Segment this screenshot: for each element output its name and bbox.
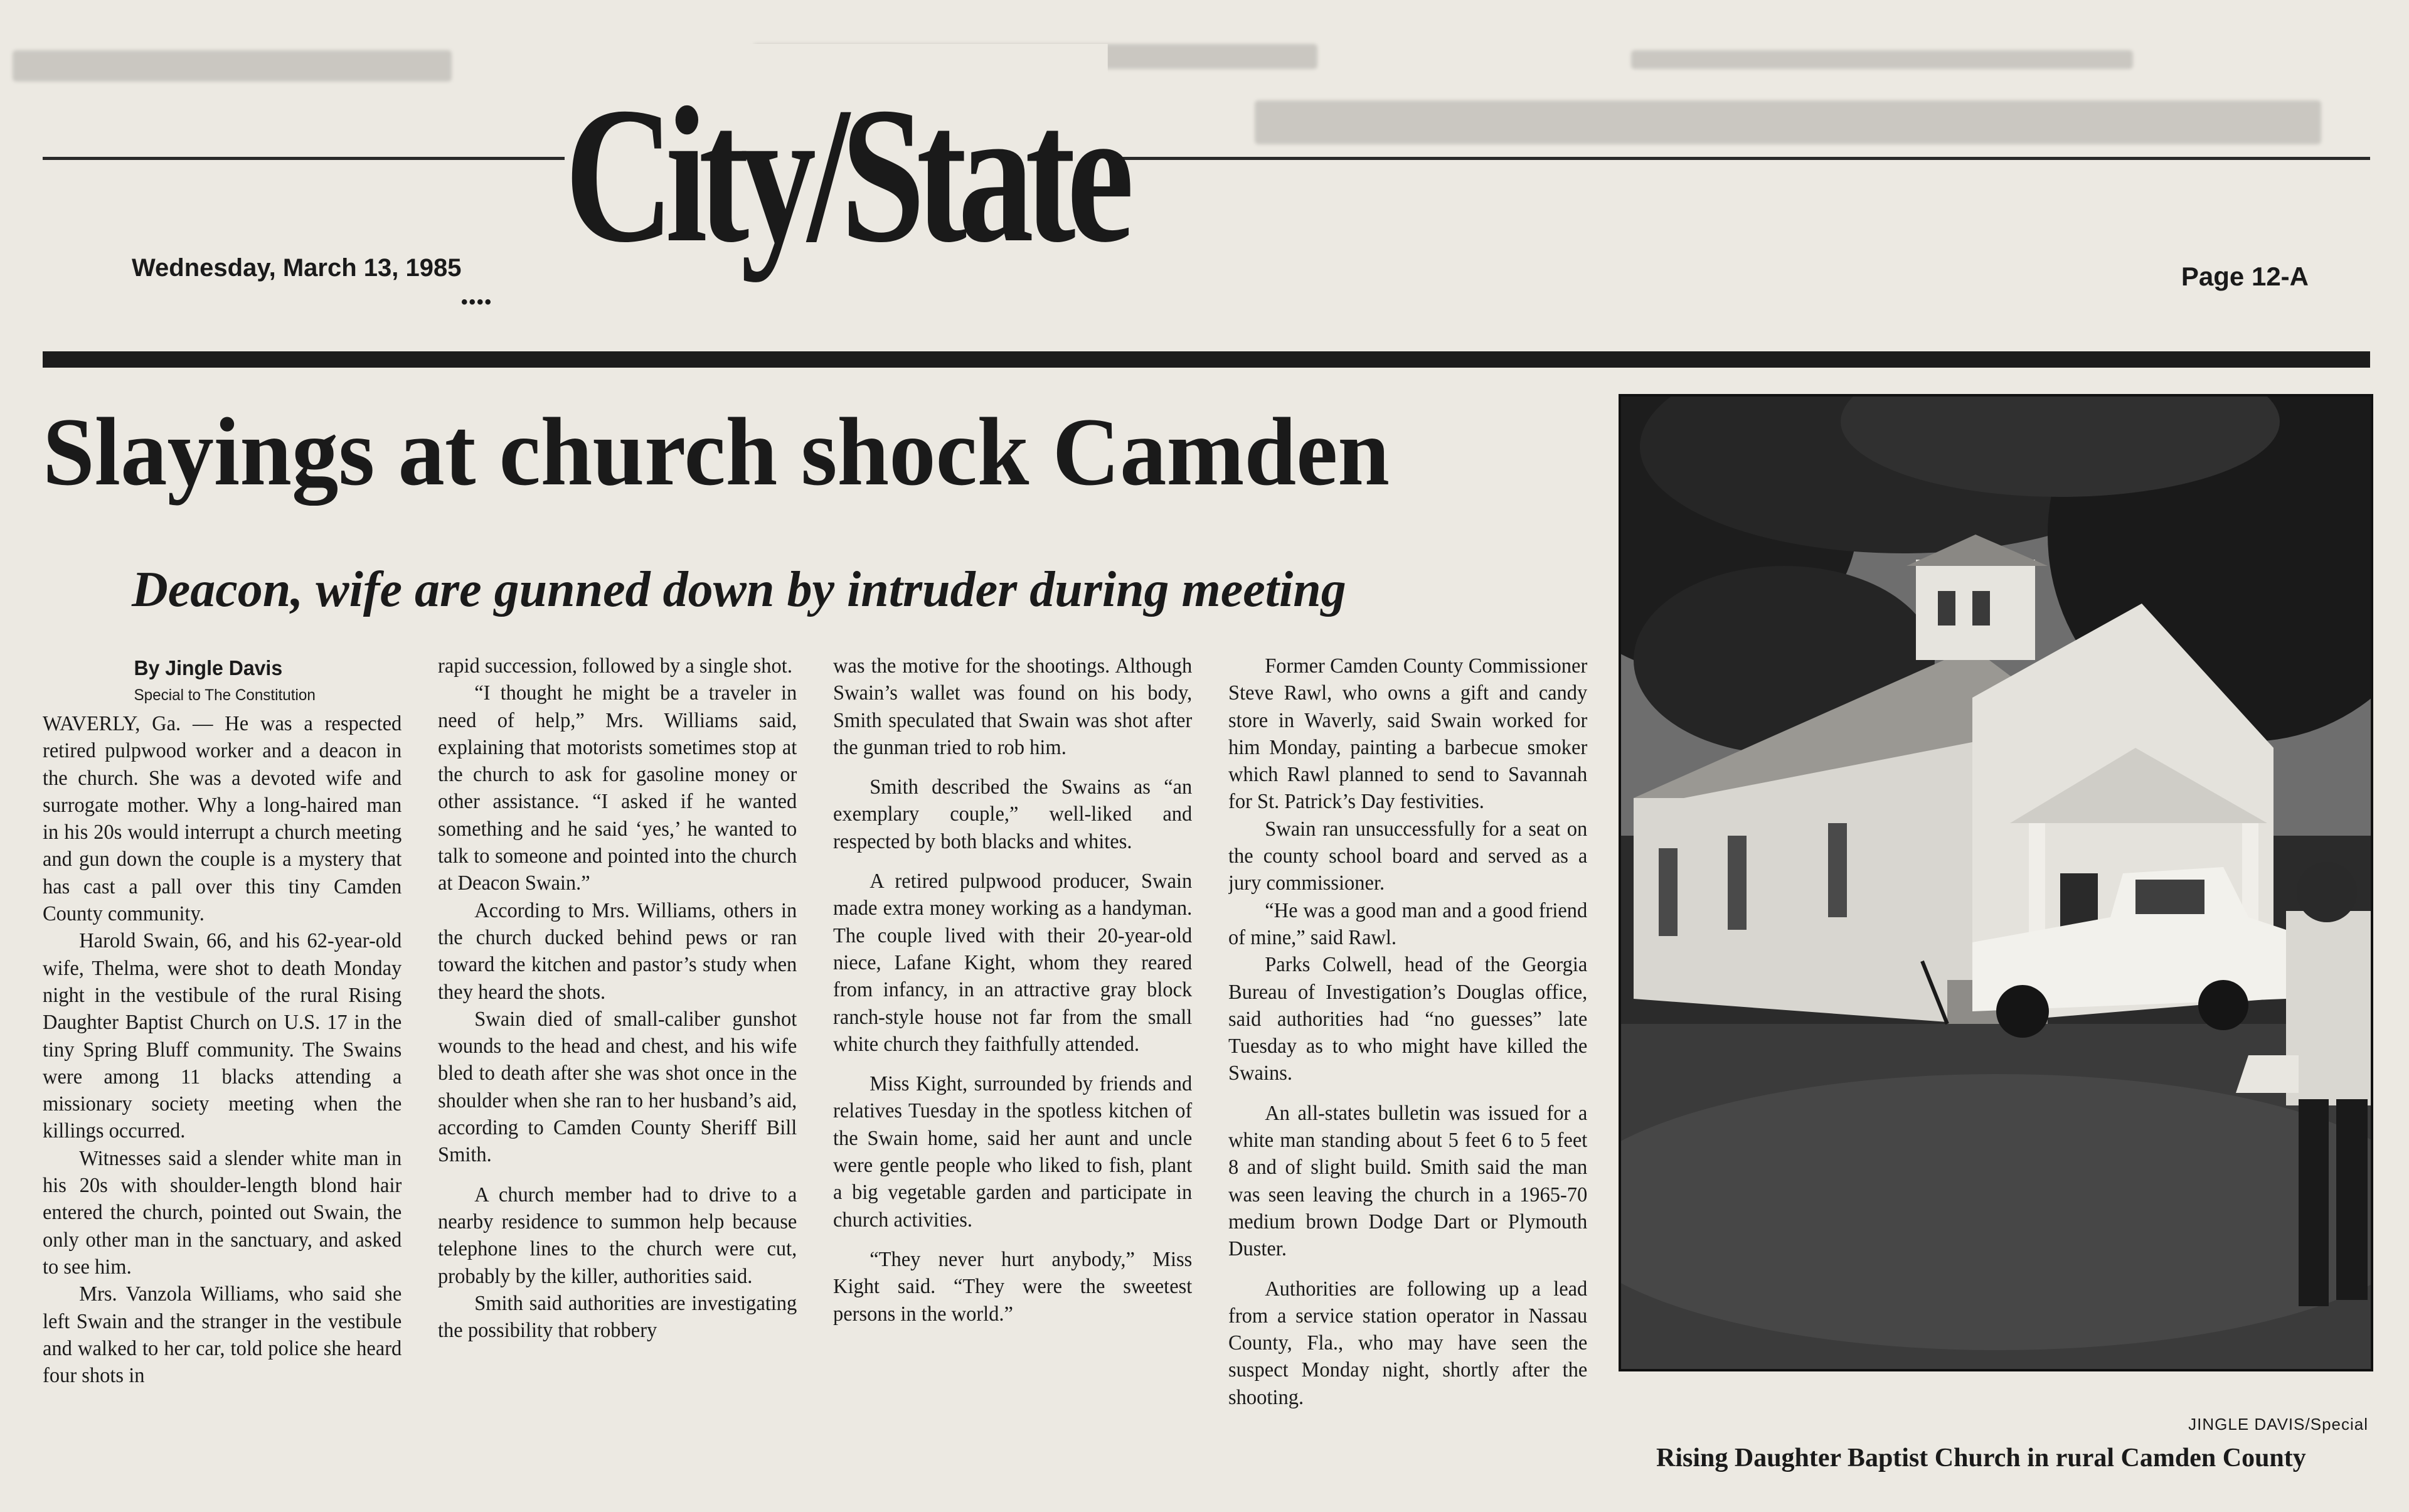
paragraph: Witnesses said a slender white man in his 20s with shoulder-length blond hair entered the church, pointed out Swain, the only other man in the sanctuary, and asked to see him. xyxy=(43,1146,402,1279)
paragraph: Authorities are following up a lead from a service station operator in Nassau County, Fla., who may have seen the suspect Monday night, shortly after the shooting. xyxy=(1228,1277,1588,1409)
page-number: Page 12-A xyxy=(2181,262,2309,291)
edition-dots: •••• xyxy=(461,292,493,312)
paragraph: “He was a good man and a good friend of mine,” said Rawl. xyxy=(1228,898,1588,949)
paragraph: “I thought he might be a traveler in need of help,” Mrs. Williams said, explaining that motorists sometimes stop at the church to ask for gasoline money or other assistance. “I asked if he wanted something and he said ‘yes,’ he wanted to talk to someone and pointed into the church at Deacon Swain.” xyxy=(438,681,797,895)
paragraph: rapid succession, followed by a single shot. xyxy=(438,654,792,678)
bleed-through-band xyxy=(0,25,2409,138)
paragraph: Swain died of small-caliber gunshot wounds to the head and chest, and his wife bled to death after she was shot once in the shoulder when she ran to her husband’s aid, according to Camden County Sheriff Bill Smith. xyxy=(438,1007,797,1167)
article-headline: Slayings at church shock Camden xyxy=(43,398,1390,506)
article-column-3 xyxy=(833,652,1192,1481)
paragraph: An all-states bulletin was issued for a white man standing about 5 feet 6 to 5 feet 8 and of slight build. Smith said the man was seen leaving the church in a 1965-70 medium brown Dodge Dart or Plymouth Duster. xyxy=(1228,1101,1588,1261)
paragraph: “They never hurt anybody,” Miss Kight said. “They were the sweetest persons in the world.” xyxy=(833,1247,1193,1326)
byline-credit: Special to The Constitution xyxy=(134,686,316,704)
paragraph: Former Camden County Commissioner Steve Rawl, who owns a gift and candy store in Waverly, said Swain worked for him Monday, painting a barbecue smoker which Rawl planned to send to Savannah for St. Patrick’s Day festivities. xyxy=(1228,654,1588,814)
paragraph: Mrs. Vanzola Williams, who said she left Swain and the stranger in the vestibule and walked to her car, told police she heard four shots in xyxy=(43,1282,402,1388)
article-column-2 xyxy=(438,652,797,1481)
masthead-rule-top xyxy=(43,157,2370,160)
paragraph: WAVERLY, Ga. — He was a respected retired pulpwood worker and a deacon in the church. She was a devoted wife and surrogate mother. Why a long-haired man in his 20s would interrupt a church meeting and gun down the couple is a mystery that has cast a pall over this tiny Camden County community. xyxy=(43,712,402,926)
masthead-rule-bottom xyxy=(43,351,2370,368)
photo-caption: Rising Daughter Baptist Church in rural Camden County xyxy=(1656,1444,2306,1472)
paragraph: Miss Kight, surrounded by friends and relatives Tuesday in the spotless kitchen of the Swain home, said her aunt and uncle were gentle people who liked to fish, plant a big vegetable garden and participate in church activities. xyxy=(833,1072,1193,1232)
article-subheadline: Deacon, wife are gunned down by intruder during meeting xyxy=(132,562,1346,617)
article-column-1 xyxy=(43,652,402,1481)
paragraph: According to Mrs. Williams, others in the church ducked behind pews or ran toward the kitchen and pastor’s study when they heard the shots. xyxy=(438,898,797,1004)
issue-date: Wednesday, March 13, 1985 xyxy=(132,254,462,282)
photo-credit: JINGLE DAVIS/Special xyxy=(2188,1415,2368,1434)
church-photo xyxy=(1619,394,2373,1371)
paragraph: was the motive for the shootings. Although Swain’s wallet was found on his body, Smith speculated that Swain was shot after the gunman tried to rob him. xyxy=(833,654,1193,759)
paragraph: Harold Swain, 66, and his 62-year-old wife, Thelma, were shot to death Monday night in the vestibule of the rural Rising Daughter Baptist Church on U.S. 17 in the tiny Spring Bluff community. The Swains were among 11 blacks attending a missionary society meeting when the killings occurred. xyxy=(43,929,402,1143)
paragraph: Swain ran unsuccessfully for a seat on the county school board and served as a jury commissioner. xyxy=(1228,817,1588,895)
article-column-4 xyxy=(1228,652,1587,1481)
section-masthead: City/State xyxy=(565,44,1108,307)
paragraph: Smith described the Swains as “an exemplary couple,” well-liked and respected by both blacks and whites. xyxy=(833,775,1193,853)
paragraph: Parks Colwell, head of the Georgia Bureau of Investigation’s Douglas office, said authorities had “no guesses” late Tuesday as to who might have killed the Swains. xyxy=(1228,953,1588,1085)
byline: By Jingle Davis xyxy=(134,656,283,679)
paragraph: A church member had to drive to a nearby residence to summon help because telephone lines to the church were cut, probably by the killer, authorities said. xyxy=(438,1183,797,1288)
paragraph: A retired pulpwood producer, Swain made extra money working as a handyman. The couple lived with their 20-year-old niece, Lafane Kight, whom they reared from infancy, in an attractive gray block ranch-style house not far from the small white church they faithfully attended. xyxy=(833,870,1193,1056)
church-photo-image xyxy=(1621,397,2371,1369)
paragraph: Smith said authorities are investigating the possibility that robbery xyxy=(438,1291,797,1343)
